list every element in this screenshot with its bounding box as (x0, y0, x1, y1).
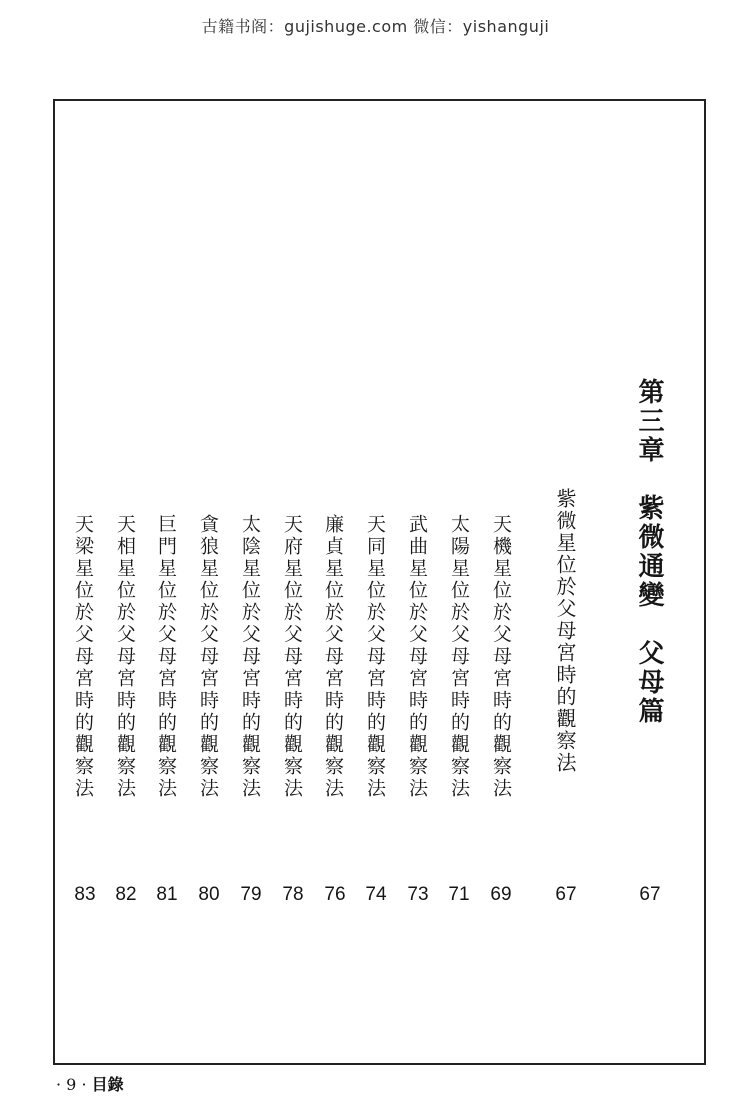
toc-entry-page: 71 (448, 884, 470, 905)
toc-entry-page: 78 (282, 884, 304, 905)
footer-section-title: 目錄 (91, 1075, 124, 1094)
toc-entry: 太陰星位於父母宮時的觀察法 (239, 514, 261, 800)
toc-entry: 貪狼星位於父母宮時的觀察法 (197, 514, 219, 800)
toc-entry-page: 79 (240, 884, 262, 905)
toc-entry-page: 76 (324, 884, 346, 905)
toc-entry: 太陽星位於父母宮時的觀察法 (448, 514, 470, 800)
page-footer (56, 1072, 124, 1095)
footer-page-label: · 9 · (56, 1075, 87, 1094)
toc-entry-page: 81 (156, 884, 178, 905)
toc-entry-page: 80 (198, 884, 220, 905)
toc-entry-ziwei: 紫微星位於父母宮時的觀察法 (553, 488, 577, 774)
toc-entry-page: 82 (115, 884, 137, 905)
toc-entry-page: 69 (490, 884, 512, 905)
toc-entry: 天府星位於父母宮時的觀察法 (281, 514, 303, 800)
toc-entry: 廉貞星位於父母宮時的觀察法 (322, 514, 344, 800)
watermark-text: 古籍书阁：gujishuge.com 微信：yishanguji (201, 17, 550, 36)
toc-entry: 巨門星位於父母宮時的觀察法 (155, 514, 177, 800)
chapter-page-number: 67 (639, 884, 661, 905)
toc-entry-ziwei-page: 67 (555, 884, 577, 905)
toc-entry-page: 73 (407, 884, 429, 905)
toc-entry: 天相星位於父母宮時的觀察法 (114, 514, 136, 800)
toc-entry: 武曲星位於父母宮時的觀察法 (406, 514, 428, 800)
toc-entry: 天同星位於父母宮時的觀察法 (364, 514, 386, 800)
toc-entry: 天機星位於父母宮時的觀察法 (490, 514, 512, 800)
toc-entry: 天梁星位於父母宮時的觀察法 (72, 514, 94, 800)
chapter-title: 第三章 紫微通變 父母篇 (634, 378, 664, 726)
toc-entry-page: 74 (365, 884, 387, 905)
toc-entry-page: 83 (74, 884, 96, 905)
